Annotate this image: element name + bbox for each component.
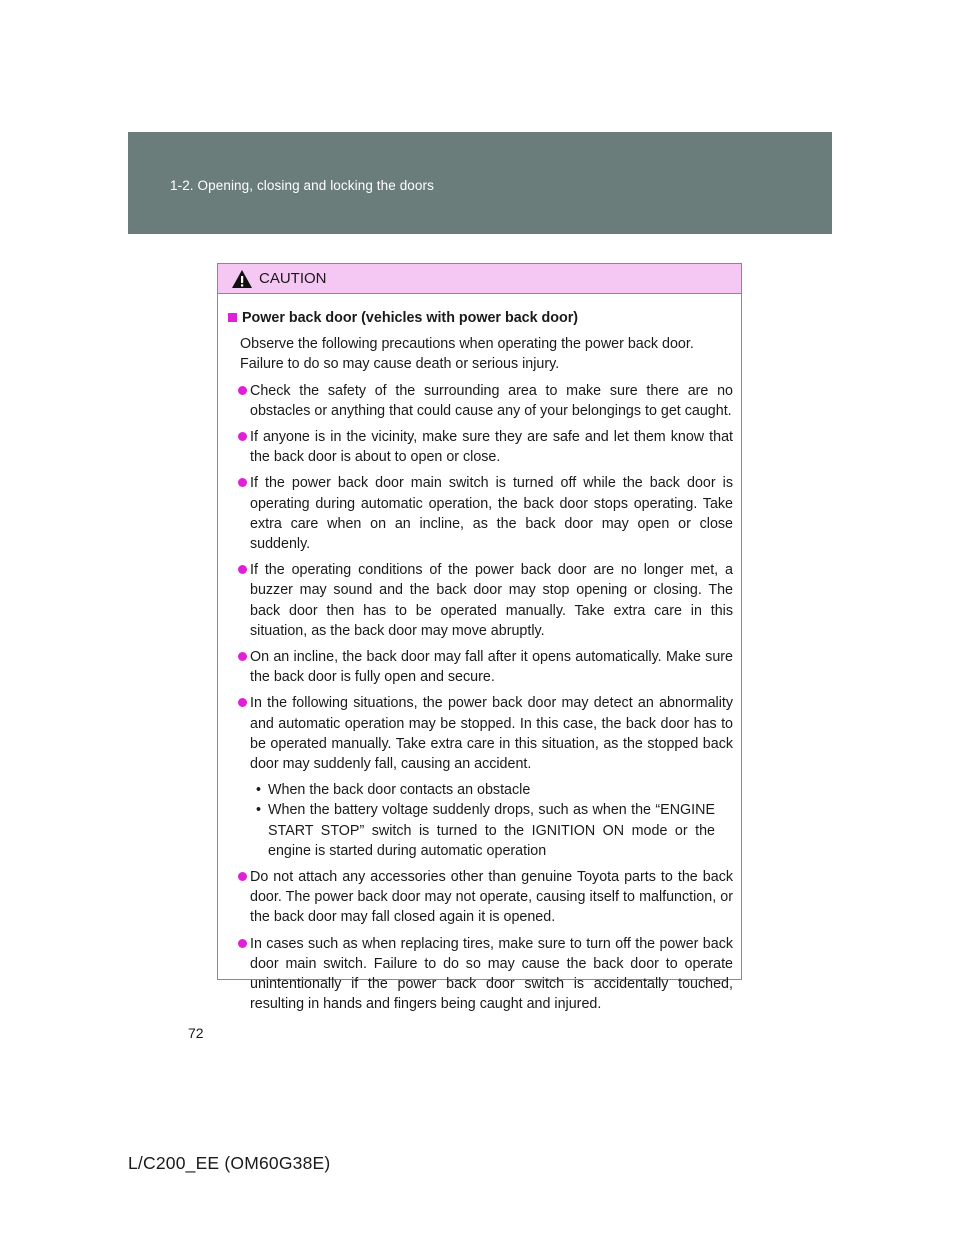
bullet-item [218,381,735,421]
caution-label: CAUTION [259,270,327,287]
round-bullet-icon [238,652,247,661]
round-bullet-icon [238,698,247,707]
sub-item [218,800,733,861]
chapter-header-bar [128,132,832,234]
caution-header [218,264,741,294]
bullet-item [218,647,735,687]
round-bullet-icon [238,432,247,441]
section-title: Power back door (vehicles with power back door) [242,310,579,326]
bullet-text: Check the safety of the surrounding area to make sure there are no obstacles or anything that could cause any of your belongings to get caught. [250,382,733,419]
bullet-item [218,693,735,861]
bullet-text: Do not attach any accessories other than genuine Toyota parts to the back door. The power back door may not operate, causing itself to malfunction, or the back door may fall closed again it is opened. [250,869,733,926]
caution-box [217,263,742,1013]
section-heading [218,308,735,328]
round-bullet-icon [238,386,247,395]
bullet-text: If the power back door main switch is turned off while the back door is operating during automatic operation, the back door stops operating. Take extra care when on an incline, as the back door may open or close suddenly. [250,475,733,553]
round-bullet-icon [238,939,247,948]
chapter-title: 1-2. Opening, closing and locking the doors [170,178,434,193]
sub-item [218,780,733,800]
page-number: 72 [188,1025,204,1041]
document-code: L/C200_EE (OM60G38E) [128,1153,331,1173]
caution-body [218,294,741,1013]
bullet-text: In cases such as when replacing tires, make sure to turn off the power back door main switch. Failure to do so may cause the back door to operate unintentionally if the power back door switch is accidentally touched, resulting in hands and fingers being caught and injured. [250,935,733,1013]
bullet-text: If anyone is in the vicinity, make sure they are safe and let them know that the back door is about to open or close. [250,429,733,466]
sub-item-text: When the battery voltage suddenly drops, such as when the “ENGINE START STOP” switch is turned to the IGNITION ON mode or the engine is started during automatic operation [268,802,715,859]
bullet-text: On an incline, the back door may fall after it opens automatically. Make sure the back door is fully open and secure. [250,649,733,686]
bullet-item [218,867,735,928]
warning-triangle-icon [231,269,253,289]
sub-item-text: When the back door contacts an obstacle [268,782,531,799]
round-bullet-icon [238,565,247,574]
intro-line: Failure to do so may cause death or serious injury. [240,356,560,373]
sub-bullet-marker: • [256,782,262,799]
intro-line: Observe the following precautions when operating the power back door. [240,336,694,353]
bullet-item [218,560,735,641]
intro-paragraph [218,334,735,374]
bullet-item [218,427,735,467]
bullet-item [218,473,735,554]
sub-list [250,780,733,861]
bullet-text: In the following situations, the power back door may detect an abnormality and automatic operation may be stopped. In this case, the back door has to be operated manually. Take extra care in this situation, as the stopped back door may suddenly fall, causing an accident. [250,695,733,773]
round-bullet-icon [238,872,247,881]
sub-bullet-marker: • [256,802,262,819]
bullet-text: If the operating conditions of the power back door are no longer met, a buzzer may sound and the back door may stop opening or closing. The back door then has to be operated manually. Take extra care in this situation, as the back door may move abruptly. [250,562,733,639]
round-bullet-icon [238,478,247,487]
bullet-item [218,934,735,1015]
square-bullet-icon [228,313,237,322]
